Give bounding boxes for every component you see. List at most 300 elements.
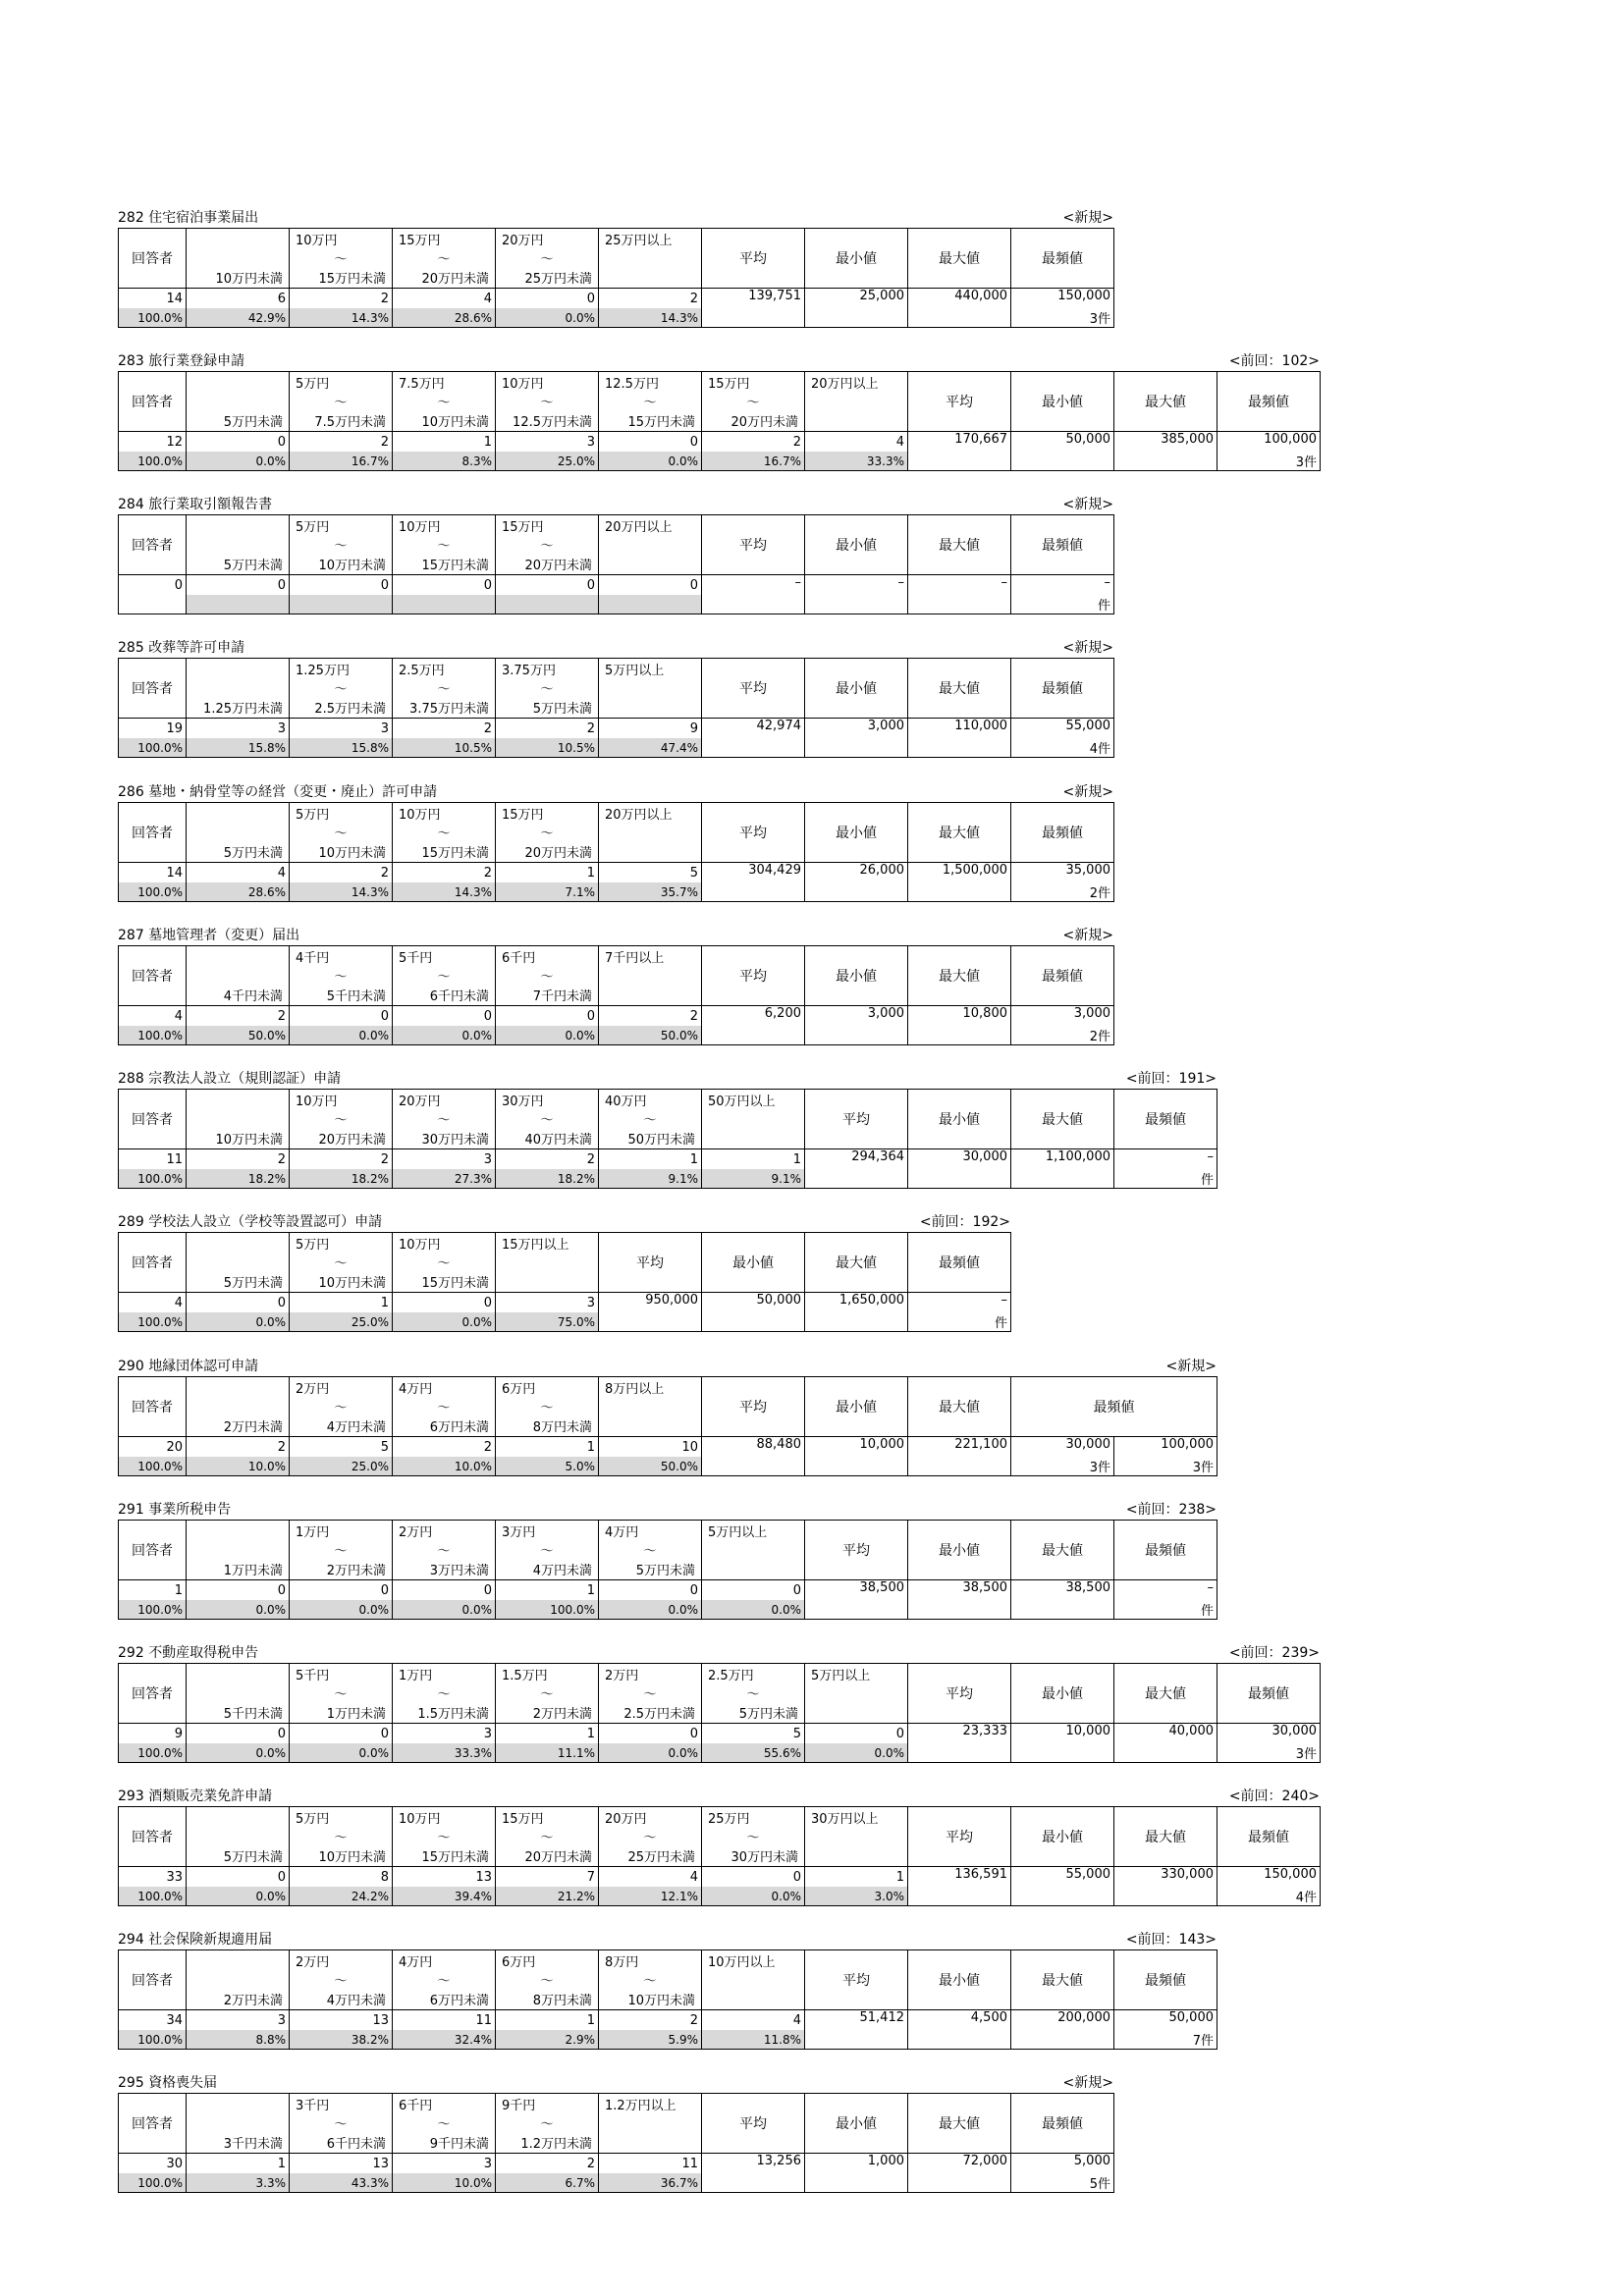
mode-value: 100,000: [1264, 432, 1317, 447]
range-percent: 0.0%: [187, 1312, 290, 1332]
range-lower: 3千円: [296, 2099, 330, 2113]
min-value: 1,000: [805, 2154, 908, 2193]
range-percent: 43.3%: [290, 2173, 393, 2193]
mode-value: 150,000: [1264, 1867, 1317, 1882]
range-upper: 2万円未満: [223, 1994, 283, 2008]
mode-value-cell: [1114, 2010, 1217, 2050]
range-percent: 2.9%: [496, 2030, 599, 2050]
range-header: [393, 1521, 496, 1580]
section-note: <新規>: [1062, 640, 1113, 656]
range-count: 13: [290, 2010, 393, 2031]
mode-value: –: [1207, 1580, 1214, 1595]
max-value: 40,000: [1114, 1724, 1217, 1763]
range-count: 0: [187, 1580, 290, 1601]
range-count: 3: [290, 719, 393, 739]
header-row: [119, 1233, 1011, 1293]
max-header: 最大値: [1011, 1090, 1114, 1149]
range-upper: 1.2万円未満: [520, 2137, 592, 2152]
range-upper: 30万円未満: [421, 1133, 489, 1148]
range-header: [187, 1521, 290, 1580]
range-percent: 9.1%: [702, 1169, 805, 1189]
section-title: [118, 1930, 272, 1949]
range-header: [496, 946, 599, 1006]
count-row: [119, 863, 1114, 883]
range-count: 1: [805, 1867, 908, 1888]
count-row: [119, 1580, 1217, 1601]
mode-value-cell: [1011, 719, 1114, 758]
mode-value: 150,000: [1057, 289, 1110, 303]
range-percent: 0.0%: [393, 1600, 496, 1620]
range-count: 1: [496, 1437, 599, 1458]
range-lower: 5万円: [296, 377, 330, 392]
range-lower: 8万円: [605, 1955, 639, 1970]
section-title: [118, 926, 299, 945]
range-count: 0: [393, 575, 496, 596]
range-tilde: ～: [334, 2117, 348, 2132]
range-count: 0: [702, 1580, 805, 1601]
range-lower: 10万円: [296, 1095, 338, 1109]
range-count: 5: [599, 863, 702, 883]
mode-count: 件: [1200, 1604, 1214, 1619]
range-count: 0: [393, 1006, 496, 1027]
respondents-header: 回答者: [119, 1950, 187, 2010]
min-value: 25,000: [805, 289, 908, 328]
range-count: 0: [393, 1580, 496, 1601]
range-lower: 2.5万円: [399, 664, 445, 678]
price-range-table: [118, 1806, 1321, 1906]
avg-header: 平均: [702, 229, 805, 289]
range-lower: 5万円: [296, 520, 330, 535]
mode-header: 最頻値: [1011, 946, 1114, 1006]
min-header: 最小値: [908, 1950, 1011, 2010]
range-upper: 3.75万円未満: [409, 702, 489, 717]
range-header: [805, 1664, 908, 1724]
range-header: [599, 1377, 702, 1437]
range-header: [496, 372, 599, 432]
range-lower: 10万円以上: [708, 1955, 776, 1970]
respondent-percent: [119, 595, 187, 614]
section-name: 墓地・納骨堂等の経営（変更・廃止）許可申請: [148, 784, 438, 800]
header-row: [119, 1377, 1217, 1437]
range-percent: 25.0%: [290, 1312, 393, 1332]
range-header: [599, 1807, 702, 1867]
range-lower: 15万円以上: [502, 1238, 569, 1253]
range-upper: 20万円未満: [421, 272, 489, 287]
section-number: 284: [118, 497, 144, 512]
range-lower: 15万円: [502, 1812, 544, 1827]
mode-header: 最頻値: [1011, 1377, 1217, 1437]
range-lower: 30万円以上: [811, 1812, 879, 1827]
avg-header: 平均: [805, 1090, 908, 1149]
range-lower: 8万円以上: [605, 1382, 665, 1397]
range-count: 0: [290, 575, 393, 596]
count-row: [119, 1867, 1321, 1888]
range-upper: 2.5万円未満: [314, 702, 386, 717]
price-range-table: [118, 1663, 1321, 1763]
range-percent: 14.3%: [290, 882, 393, 902]
range-lower: 10万円: [296, 234, 338, 248]
range-header: [496, 1377, 599, 1437]
range-upper: 1.25万円未満: [203, 702, 283, 717]
range-count: 4: [702, 2010, 805, 2031]
range-header: [805, 372, 908, 432]
range-header: [702, 1521, 805, 1580]
respondent-count: 1: [119, 1580, 187, 1601]
range-upper: 7千円未満: [532, 989, 592, 1004]
mode-count: 3件: [1089, 1461, 1110, 1475]
max-header: 最大値: [1114, 1807, 1217, 1867]
range-count: 0: [496, 1006, 599, 1027]
range-tilde: ～: [643, 1974, 657, 1989]
max-header: 最大値: [1114, 372, 1217, 432]
respondent-percent: 100.0%: [119, 1743, 187, 1763]
range-header: [187, 1090, 290, 1149]
survey-section: [118, 495, 1113, 614]
section-name: 墓地管理者（変更）届出: [148, 928, 300, 943]
respondent-percent: 100.0%: [119, 1026, 187, 1045]
section-header: [118, 495, 1113, 514]
range-percent: 0.0%: [187, 1600, 290, 1620]
range-tilde: ～: [643, 1831, 657, 1845]
header-row: [119, 2094, 1114, 2154]
range-lower: 4万円: [605, 1525, 639, 1540]
max-value: 1,100,000: [1011, 1149, 1114, 1189]
avg-header: 平均: [805, 1521, 908, 1580]
price-range-table: [118, 1232, 1011, 1332]
min-value: 26,000: [805, 863, 908, 902]
range-count: 2: [496, 719, 599, 739]
section-note: <新規>: [1165, 1359, 1217, 1374]
section-number: 287: [118, 928, 144, 943]
range-percent: 35.7%: [599, 882, 702, 902]
mode-value-cell: [1011, 575, 1114, 614]
range-lower: 15万円: [502, 520, 544, 535]
section-title: [118, 1212, 382, 1232]
range-header: [393, 1090, 496, 1149]
range-header: [599, 659, 702, 719]
max-header: 最大値: [908, 946, 1011, 1006]
range-count: 13: [393, 1867, 496, 1888]
survey-section: [118, 782, 1113, 902]
range-percent: 0.0%: [599, 1600, 702, 1620]
range-tilde: ～: [334, 396, 348, 410]
range-tilde: ～: [643, 1113, 657, 1128]
range-percent: 9.1%: [599, 1169, 702, 1189]
range-percent: 5.9%: [599, 2030, 702, 2050]
range-percent: 5.0%: [496, 1457, 599, 1476]
range-header: [702, 1950, 805, 2010]
range-count: 0: [290, 1006, 393, 1027]
max-value: 38,500: [1011, 1580, 1114, 1620]
range-header: [496, 1950, 599, 2010]
range-count: 1: [496, 1724, 599, 1744]
range-header: [599, 1090, 702, 1149]
range-percent: 32.4%: [393, 2030, 496, 2050]
range-tilde: ～: [437, 1256, 451, 1271]
range-count: 0: [290, 1724, 393, 1744]
range-lower: 10万円: [399, 1238, 441, 1253]
range-upper: 10万円未満: [318, 1276, 386, 1291]
section-header: [118, 351, 1320, 371]
count-row: [119, 1293, 1011, 1313]
avg-header: 平均: [599, 1233, 702, 1293]
respondent-count: 9: [119, 1724, 187, 1744]
range-count: 1: [702, 1149, 805, 1170]
range-lower: 6千円: [502, 951, 536, 966]
range-percent: 28.6%: [393, 308, 496, 328]
max-value: 440,000: [908, 289, 1011, 328]
range-tilde: ～: [643, 1544, 657, 1559]
range-percent: 0.0%: [702, 1887, 805, 1906]
respondent-percent: 100.0%: [119, 308, 187, 328]
range-upper: 30万円未満: [730, 1850, 798, 1865]
mode-count: 3件: [1089, 312, 1110, 327]
section-note: <新規>: [1062, 210, 1113, 226]
respondents-header: 回答者: [119, 1090, 187, 1149]
max-value: 330,000: [1114, 1867, 1217, 1906]
range-upper: 40万円未満: [524, 1133, 592, 1148]
range-percent: 14.3%: [290, 308, 393, 328]
range-count: 0: [599, 575, 702, 596]
min-header: 最小値: [908, 1521, 1011, 1580]
survey-section: [118, 926, 1113, 1045]
range-lower: 4万円: [399, 1382, 433, 1397]
range-tilde: ～: [540, 1401, 554, 1415]
section-header: [118, 926, 1113, 945]
range-count: 2: [290, 1149, 393, 1170]
range-header: [290, 1664, 393, 1724]
range-percent: 0.0%: [187, 1743, 290, 1763]
avg-header: 平均: [702, 2094, 805, 2154]
range-header: [393, 659, 496, 719]
range-count: 7: [496, 1867, 599, 1888]
range-header: [393, 1664, 496, 1724]
range-percent: 10.0%: [393, 1457, 496, 1476]
max-header: 最大値: [908, 229, 1011, 289]
range-count: 3: [393, 2154, 496, 2174]
avg-value: 139,751: [702, 289, 805, 328]
respondent-count: 14: [119, 289, 187, 309]
range-percent: 0.0%: [496, 1026, 599, 1045]
range-percent: [496, 595, 599, 614]
avg-header: 平均: [702, 1377, 805, 1437]
range-percent: 16.7%: [290, 452, 393, 471]
min-header: 最小値: [805, 229, 908, 289]
range-tilde: ～: [437, 1687, 451, 1702]
range-count: 3: [496, 432, 599, 453]
max-value: 10,800: [908, 1006, 1011, 1045]
min-header: 最小値: [805, 803, 908, 863]
section-name: 改葬等許可申請: [148, 640, 245, 656]
range-lower: 5万円以上: [708, 1525, 768, 1540]
mode-header: 最頻値: [1114, 1950, 1217, 2010]
section-title: [118, 495, 272, 514]
max-header: 最大値: [908, 659, 1011, 719]
section-header: [118, 2073, 1113, 2093]
price-range-table: [118, 228, 1114, 328]
section-number: 291: [118, 1502, 144, 1518]
respondents-header: 回答者: [119, 2094, 187, 2154]
range-lower: 10万円: [399, 1812, 441, 1827]
range-percent: 0.0%: [290, 1600, 393, 1620]
respondent-percent: 100.0%: [119, 2030, 187, 2050]
section-note: <新規>: [1062, 2075, 1113, 2091]
range-percent: 10.0%: [393, 2173, 496, 2193]
section-note: <新規>: [1062, 784, 1113, 800]
respondent-count: 20: [119, 1437, 187, 1458]
range-tilde: ～: [334, 539, 348, 554]
range-count: 0: [599, 432, 702, 453]
section-name: 旅行業取引額報告書: [148, 497, 273, 512]
range-header: [599, 803, 702, 863]
range-tilde: ～: [437, 1401, 451, 1415]
range-upper: 20万円未満: [524, 1850, 592, 1865]
range-percent: 25.0%: [496, 452, 599, 471]
range-header: [393, 229, 496, 289]
max-header: 最大値: [1011, 1950, 1114, 2010]
range-upper: 5万円未満: [223, 559, 283, 573]
count-row: [119, 2010, 1217, 2031]
mode-count: 4件: [1295, 1891, 1317, 1905]
range-count: 4: [805, 432, 908, 453]
range-header: [599, 946, 702, 1006]
respondents-header: 回答者: [119, 946, 187, 1006]
range-upper: 1万円未満: [223, 1564, 283, 1578]
range-lower: 20万円以上: [605, 808, 673, 823]
range-count: 0: [187, 1293, 290, 1313]
max-value: 72,000: [908, 2154, 1011, 2193]
mode-value: –: [1104, 575, 1110, 590]
range-percent: [599, 595, 702, 614]
price-range-table: [118, 1089, 1217, 1189]
range-lower: 2.5万円: [708, 1669, 754, 1683]
section-title: [118, 2073, 217, 2093]
range-percent: 8.3%: [393, 452, 496, 471]
range-header: [187, 1233, 290, 1293]
range-percent: 16.7%: [702, 452, 805, 471]
range-lower: 1.25万円: [296, 664, 350, 678]
range-upper: 4万円未満: [326, 1994, 386, 2008]
avg-value: 88,480: [702, 1437, 805, 1476]
range-upper: 2万円未満: [223, 1420, 283, 1435]
header-row: [119, 803, 1114, 863]
range-upper: 5万円未満: [223, 1276, 283, 1291]
section-name: 宗教法人設立（規則認証）申請: [148, 1071, 342, 1087]
count-row: [119, 1437, 1217, 1458]
range-upper: 10万円未満: [318, 846, 386, 861]
range-header: [496, 2094, 599, 2154]
mode-header: 最頻値: [1217, 1807, 1321, 1867]
range-upper: 5万円未満: [738, 1707, 798, 1722]
range-lower: 6万円: [502, 1955, 536, 1970]
range-upper: 5万円未満: [223, 846, 283, 861]
range-lower: 5万円: [296, 1812, 330, 1827]
mode-value-cell: [1011, 863, 1114, 902]
range-tilde: ～: [540, 1831, 554, 1845]
range-percent: 39.4%: [393, 1887, 496, 1906]
range-lower: 5万円: [296, 808, 330, 823]
range-tilde: ～: [437, 396, 451, 410]
mode-count: 2件: [1089, 1030, 1110, 1044]
respondent-percent: 100.0%: [119, 1600, 187, 1620]
avg-header: 平均: [805, 1950, 908, 2010]
range-lower: 50万円以上: [708, 1095, 776, 1109]
section-number: 288: [118, 1071, 144, 1087]
range-tilde: ～: [334, 1113, 348, 1128]
respondent-count: 11: [119, 1149, 187, 1170]
range-header: [496, 1521, 599, 1580]
range-count: 1: [599, 1149, 702, 1170]
range-tilde: ～: [540, 827, 554, 841]
section-name: 地縁団体認可申請: [148, 1359, 259, 1374]
range-tilde: ～: [437, 1974, 451, 1989]
range-upper: 2万円未満: [532, 1707, 592, 1722]
mode-value-cell: [1011, 289, 1114, 328]
range-count: 11: [393, 2010, 496, 2031]
survey-section: [118, 1069, 1217, 1189]
mode-count: 3件: [1295, 1747, 1317, 1762]
mode-value: –: [1207, 1149, 1214, 1164]
section-number: 283: [118, 353, 144, 369]
section-note: <新規>: [1062, 928, 1113, 943]
range-count: 3: [187, 2010, 290, 2031]
range-tilde: ～: [437, 1544, 451, 1559]
range-tilde: ～: [437, 2117, 451, 2132]
range-count: 2: [393, 1437, 496, 1458]
range-header: [599, 1950, 702, 2010]
respondent-percent: 100.0%: [119, 738, 187, 758]
respondent-count: 0: [119, 575, 187, 596]
respondents-header: 回答者: [119, 372, 187, 432]
range-tilde: ～: [540, 1687, 554, 1702]
range-count: 1: [496, 2010, 599, 2031]
range-count: 1: [393, 432, 496, 453]
range-upper: 10万円未満: [215, 1133, 283, 1148]
section-note: <前回：143>: [1125, 1932, 1217, 1948]
avg-value: 6,200: [702, 1006, 805, 1045]
range-header: [599, 229, 702, 289]
count-row: [119, 1149, 1217, 1170]
range-lower: 5万円: [296, 1238, 330, 1253]
range-lower: 2万円: [605, 1669, 639, 1683]
section-number: 285: [118, 640, 144, 656]
avg-header: 平均: [908, 1807, 1011, 1867]
range-lower: 20万円: [502, 234, 544, 248]
count-row: [119, 289, 1114, 309]
range-percent: 0.0%: [393, 1026, 496, 1045]
range-upper: 8万円未満: [532, 1994, 592, 2008]
section-note: <前回：239>: [1228, 1645, 1320, 1661]
count-row: [119, 432, 1321, 453]
section-number: 290: [118, 1359, 144, 1374]
section-title: [118, 1357, 258, 1376]
avg-value: 42,974: [702, 719, 805, 758]
respondent-percent: 100.0%: [119, 882, 187, 902]
range-header: [599, 372, 702, 432]
range-percent: 50.0%: [599, 1026, 702, 1045]
respondents-header: 回答者: [119, 803, 187, 863]
avg-header: 平均: [702, 946, 805, 1006]
mode-value: 35,000: [1065, 863, 1110, 878]
max-header: 最大値: [1011, 1521, 1114, 1580]
range-count: 4: [187, 863, 290, 883]
range-tilde: ～: [746, 1687, 760, 1702]
avg-header: 平均: [908, 1664, 1011, 1724]
range-header: [496, 1807, 599, 1867]
range-percent: 15.8%: [187, 738, 290, 758]
section-header: [118, 1212, 1010, 1232]
avg-value: –: [702, 575, 805, 614]
